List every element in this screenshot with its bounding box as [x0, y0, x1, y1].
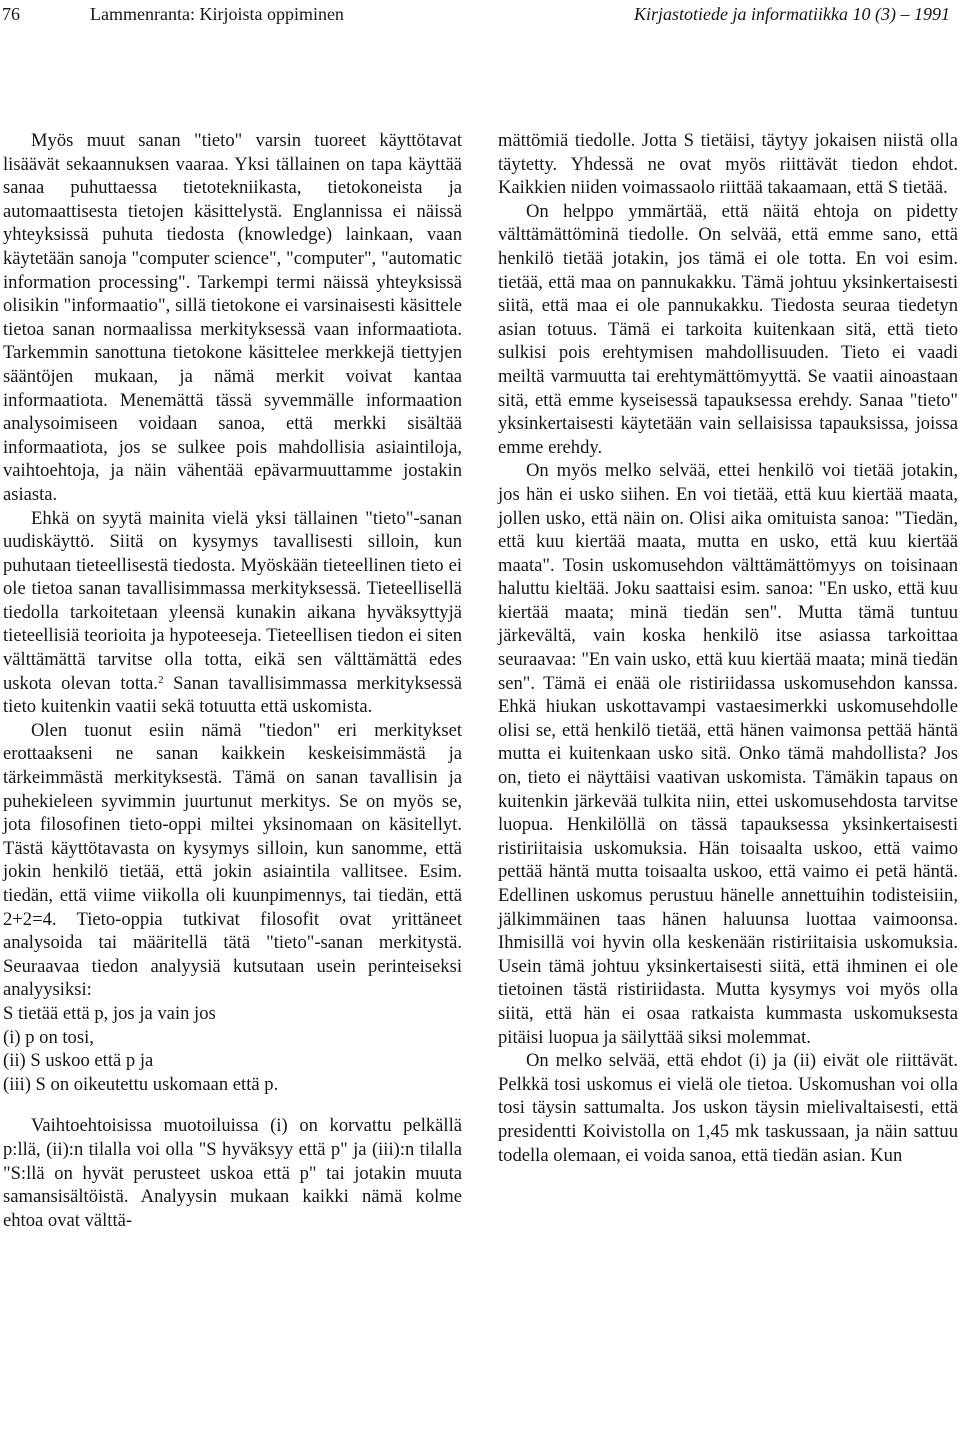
traditional-analysis [3, 1002, 462, 1096]
paragraph-central-meaning: Olen tuonut esiin nämä "tiedon" eri merkitykset erottaakseni ne sanan kaikkein keskeisimmästä ja tärkeimmästä merkityksestä. Tämä on sanan tavallisin ja puhekieleen syvimmin juurtunut merkitys. Se on myös se, jota filosofinen tieto-oppi miltei yksinomaan on käsitellyt. Tästä käyttötavasta on kysymys silloin, kun sanomme, että jokin henkilö tietää, että jokin asiaintila vallitsee. Esim. tiedän, että viime viikolla oli kuunpimennys, tai tiedän, että 2+2=4. Tieto-oppia tutkivat filosofit ovat yrittäneet analysoida tai määritellä tätä "tieto"-sanan merkitystä. Seuraavaa tiedon analyysiä kutsutaan usein perinteiseksi analyysiksi: [3, 719, 462, 1001]
paragraph-belief-condition: On myös melko selvää, ettei henkilö voi tietää jotakin, jos hän ei usko siihen. En voi tietää, että kuu kiertää maata, jollen usko, että näin on. Olisi aika omituista sanoa: "Tiedän, että kuu kiertää maata, mutta en usko, että kuu kiertää maata". Tosin uskomusehdon välttämättömyys on toisinaan haluttu kieltää. Joku saattaisi esim. sanoa: "En usko, että kuu kiertää maata; minä tiedän sen". Mutta tämä tuntuu järkevältä, vain koska henkilö itse asiassa tarkoittaa seuraavaa: "En vain usko, että kuu kiertää maata; minä tiedän sen". Tämä ei enää ole ristiriidassa uskomusehdon kanssa. Ehkä hiukan uskottavampi vastaesimerkki uskomusehdolle olisi se, että henkilö tietää, että hänen vaimonsa pettää häntä mutta ei kuitenkaan usko sitä. Onko tämä mahdollista? Jos on, tieto ei näyttäisi vaativan uskomista. Tämäkin tapaus on kuitenkin järkevää tulkita niin, ettei uskomusehdosta tarvitse luopua. Henkilöllä on tässä tapauksessa yksinkertaisesti ristiriitaisia uskomuksia. Hän toisaalta uskoo, että vaimo pettää häntä mutta toisaalta uskoo, että vaimo ei petä häntä. Edellinen uskomus perustuu hänelle annettuihin todisteisiin, jälkimmäinen taas hänen haluunsa luottaa vaimoonsa. Ihmisillä voi hyvin olla keskenään ristiriitaisia uskomuksia. Usein tämä johtuu yksinkertaisesti siitä, että ihminen ei ole tietoinen tästä ristiriidasta. Mutta kysymys voi myös olla siitä, että hän ei osaa ratkaista kummasta uskomuksesta pitäisi luopua ja säilyttää siksi molemmat. [498, 460, 958, 1048]
analysis-line: (ii) S uskoo että p ja [3, 1050, 154, 1072]
right-column [498, 129, 958, 1167]
analysis-line: (iii) S on oikeutettu uskomaan että p. [3, 1073, 279, 1095]
running-head-journal: Kirjastotiede ja informatiikka 10 (3) – 1991 [634, 4, 950, 24]
running-head-author-title: Lammenranta: Kirjoista oppiminen [90, 4, 344, 24]
left-column [3, 129, 462, 1232]
paragraph-sufficiency: On melko selvää, että ehdot (i) ja (ii) eivät ole riittävät. Pelkkä tosi uskomus ei vielä ole tietoa. Uskomushan voi olla tosi täysin sattumalta. Jos uskon täysin mielivaltaisesti, että presidentti Koivistolla on 1,45 mk taskussaan, ja näin sattuu todella olemaan, ei voida sanoa, että tiedän asian. Kun [498, 1050, 958, 1166]
analysis-line: (i) p on tosi, [3, 1026, 94, 1048]
paragraph-alternative-formulations: Vaihtoehtoisissa muotoiluissa (i) on korvattu pelkällä p:llä, (ii):n tilalla voi olla "S hyväksyy että p" ja (iii):n tilalla "S:llä on hyvät perusteet uskoa että p" tai jotakin muuta samansisältöistä. Analyysin mukaan kaikki nämä kolme ehtoa ovat välttä- [3, 1115, 462, 1231]
paragraph-continuation: mättömiä tiedolle. Jotta S tietäisi, täytyy jokaisen niistä olla täytetty. Yhdessä ne ovat myös riittävät tiedon ehdot. Kaikkien niiden voimassaolo riittää takaamaan, että S tietää. [498, 130, 958, 199]
page-number: 76 [2, 4, 20, 24]
running-header [2, 4, 958, 32]
paragraph-scientific-knowledge [3, 507, 462, 719]
paragraph-text: Ehkä on syytä mainita vielä yksi tällainen "tieto"-sanan uudiskäyttö. Siitä on kysymys tavallisesti silloin, kun puhutaan tieteellisestä tiedosta. Myöskään tieteellinen tieto ei ole tietoa sanan tavallisimmassa merkityksessä. Tieteellisellä tiedolla tarkoitetaan yleensä kunakin aikana hyväksyttyjä tieteellisiä teorioita ja hypoteeseja. Tieteellisen tiedon ei siten välttämättä tarvitse olla totta, eikä sen välttämättä edes uskota olevan totta. [3, 507, 462, 694]
footnote-reference: 2 [158, 673, 164, 686]
paragraph-truth-condition: On helppo ymmärtää, että näitä ehtoja on pidetty välttämättöminä tiedolle. On selvää, että emme sano, että henkilö tietää jotakin, jos tämä ei ole totta. En voi esim. tietää, että maa on pannukakku. Tämä johtuu yksinkertaisesti siitä, että maa ei ole pannukakku. Tiedosta seuraa tiedetyn asian totuus. Tämä ei tarkoita kuitenkaan sitä, että tieto sulkisi pois erehtymisen mahdollisuuden. Tieto ei vaadi meiltä varmuutta tai erehtymättömyyttä. Se vaatii ainoastaan sitä, että emme kyseisessä tapauksessa erehdy. Sanaa "tieto" yksinkertaisesti käytetään vain sellaisissa tapauksissa, joissa emme erehdy. [498, 200, 958, 458]
paragraph-text-end: Sanan tavallisimmassa merkityksessä tieto kuitenkin vaatii sekä totuutta että uskomista. [3, 672, 462, 718]
analysis-line: S tietää että p, jos ja vain jos [3, 1002, 216, 1024]
paragraph-tieto-usages: Myös muut sanan "tieto" varsin tuoreet käyttötavat lisäävät sekaannuksen vaaraa. Yksi tällainen on tapa käyttää sanaa puhuttaessa tietotekniikasta, tietokoneista ja automaattisesta tietojen käsittelystä. Englannissa ei näissä yhteyksissä puhuta tiedosta (knowledge) lainkaan, vaan käytetään sanoja "computer science", "computer", "automatic information processing". Tarkempi termi näissä yhteyksissä olisikin "informaatio", sillä tietokone ei varsinaisesti käsittele tietoa sanan normaalissa merkityksessä vaan informaatiota. Tarkemmin sanottuna tietokone käsittelee merkkejä tiettyjen sääntöjen mukaan, ja nämä merkit voivat kantaa informaatiota. Menemättä tässä syvemmälle informaation analysoimiseen voidaan sanoa, että merkki sisältää informaatiota, jos se sulkee pois mahdollisia asiaintiloja, vaihtoehtoja, ja näin vähentää epävarmuuttamme jostakin asiasta. [3, 130, 462, 505]
